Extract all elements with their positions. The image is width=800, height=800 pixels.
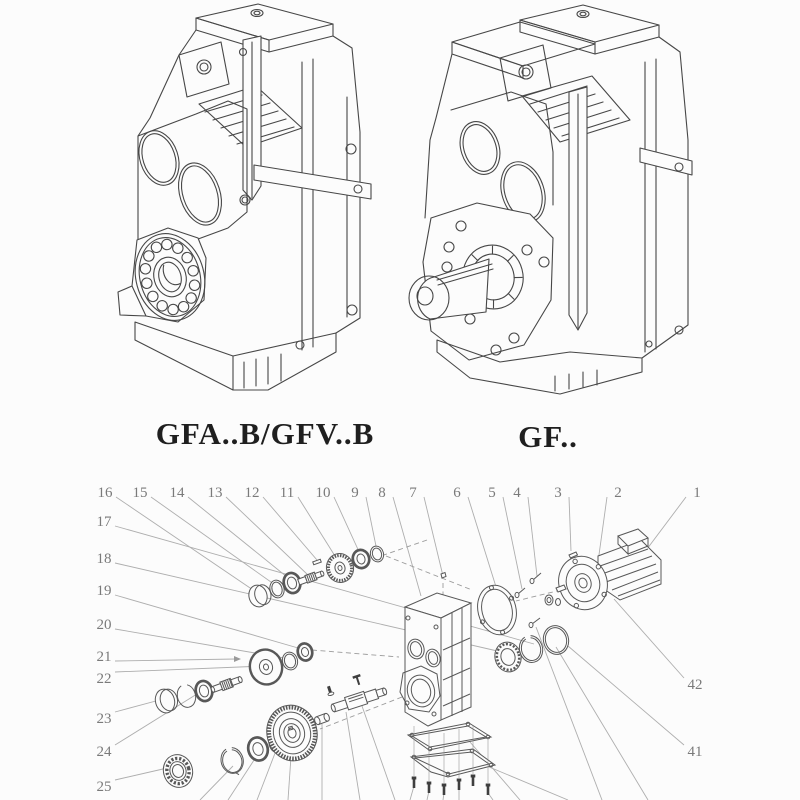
washer [545, 595, 553, 605]
bottom-cover [411, 749, 495, 777]
callout-number-21: 21 [96, 649, 112, 665]
output-shaft [330, 685, 389, 715]
edge-leader-line [482, 764, 568, 800]
callout-number-22: 22 [96, 671, 112, 687]
leader-line-3 [569, 497, 571, 551]
housing-bolt [441, 573, 446, 579]
bolt [352, 674, 363, 686]
callout-number-7: 7 [409, 485, 417, 501]
end-cap [153, 686, 180, 715]
side-strap [640, 148, 692, 175]
model-label-right: GF.. [518, 419, 578, 454]
roller-bearing [160, 751, 197, 790]
screw [515, 592, 519, 597]
leader-line-21 [115, 659, 236, 661]
right-gearbox-drawing [409, 5, 692, 394]
base-feet [135, 322, 336, 390]
bushing [314, 713, 331, 726]
leader-line-4 [528, 497, 537, 576]
oil-plug [577, 11, 589, 18]
oil-plug [251, 10, 263, 17]
edge-leader-line [470, 742, 520, 800]
callout-number-23: 23 [96, 711, 112, 727]
leader-line-15 [151, 497, 278, 587]
screw [529, 622, 533, 627]
leader-line-13 [226, 497, 308, 575]
bolt [326, 685, 335, 696]
callout-number-42: 42 [687, 677, 703, 693]
leader-line-1 [644, 497, 686, 553]
intermediate-shaft-assembly [153, 641, 315, 715]
edge-leader-line [536, 627, 602, 800]
snap-ring [218, 746, 246, 779]
callout-number-1: 1 [693, 485, 701, 501]
end-cap [246, 582, 273, 609]
leader-line-11 [298, 497, 340, 564]
callout-number-25: 25 [96, 779, 112, 795]
callout-number-16: 16 [97, 485, 113, 501]
o-ring [540, 623, 572, 657]
edge-leader-line [410, 786, 414, 800]
flange-gasket [473, 581, 522, 639]
housing-part [400, 573, 471, 727]
leader-line-22 [115, 666, 264, 672]
key [313, 559, 322, 565]
leader-line-9 [366, 497, 377, 551]
callout-number-20: 20 [96, 617, 112, 633]
callout-numbers [97, 485, 703, 795]
intermediate-shaft [210, 675, 243, 695]
ring [369, 545, 386, 564]
model-label-left: GFA..B/GFV..B [155, 416, 375, 451]
leader-line-2 [598, 497, 607, 562]
leader-line-5 [503, 497, 522, 589]
callout-number-6: 6 [453, 485, 461, 501]
leader-arrow [234, 656, 241, 662]
leader-line-12 [263, 497, 317, 560]
bearing-boss [132, 228, 206, 322]
callout-number-24: 24 [96, 744, 112, 760]
callout-number-41: 41 [687, 744, 703, 760]
callout-number-12: 12 [244, 485, 260, 501]
leader-line-10 [334, 497, 361, 556]
leader-line-42 [614, 599, 684, 678]
left-gearbox-drawing [118, 4, 371, 390]
callout-number-18: 18 [96, 551, 112, 567]
callout-number-9: 9 [351, 485, 359, 501]
assembly-axis [386, 556, 472, 590]
screw [530, 578, 534, 583]
callout-number-8: 8 [378, 485, 386, 501]
leader-line-14 [188, 497, 292, 581]
callout-number-3: 3 [554, 485, 562, 501]
lower-bore [171, 157, 229, 230]
callout-number-17: 17 [96, 514, 112, 530]
callout-number-5: 5 [488, 485, 496, 501]
leader-line-19 [115, 595, 305, 650]
edge-leader-line [362, 706, 395, 800]
callout-number-13: 13 [207, 485, 223, 501]
leader-line-6 [468, 497, 497, 590]
bushing [556, 599, 561, 606]
callout-number-11: 11 [279, 485, 295, 501]
callout-number-14: 14 [169, 485, 185, 501]
callout-number-15: 15 [132, 485, 148, 501]
callout-number-10: 10 [315, 485, 331, 501]
callout-number-4: 4 [513, 485, 521, 501]
mounting-lug [179, 42, 229, 97]
output-gear [261, 699, 324, 766]
motor-part [545, 529, 661, 617]
upper-bore [454, 116, 507, 179]
leader-line-7 [424, 497, 443, 576]
pinion-shaft [297, 569, 325, 586]
leader-lines [115, 497, 686, 800]
bottom-gasket [408, 722, 491, 751]
callout-number-19: 19 [96, 583, 112, 599]
edge-leader-line [556, 647, 648, 800]
edge-leader-line [346, 712, 360, 800]
input-shaft-assembly [246, 545, 385, 609]
callout-number-2: 2 [614, 485, 622, 501]
